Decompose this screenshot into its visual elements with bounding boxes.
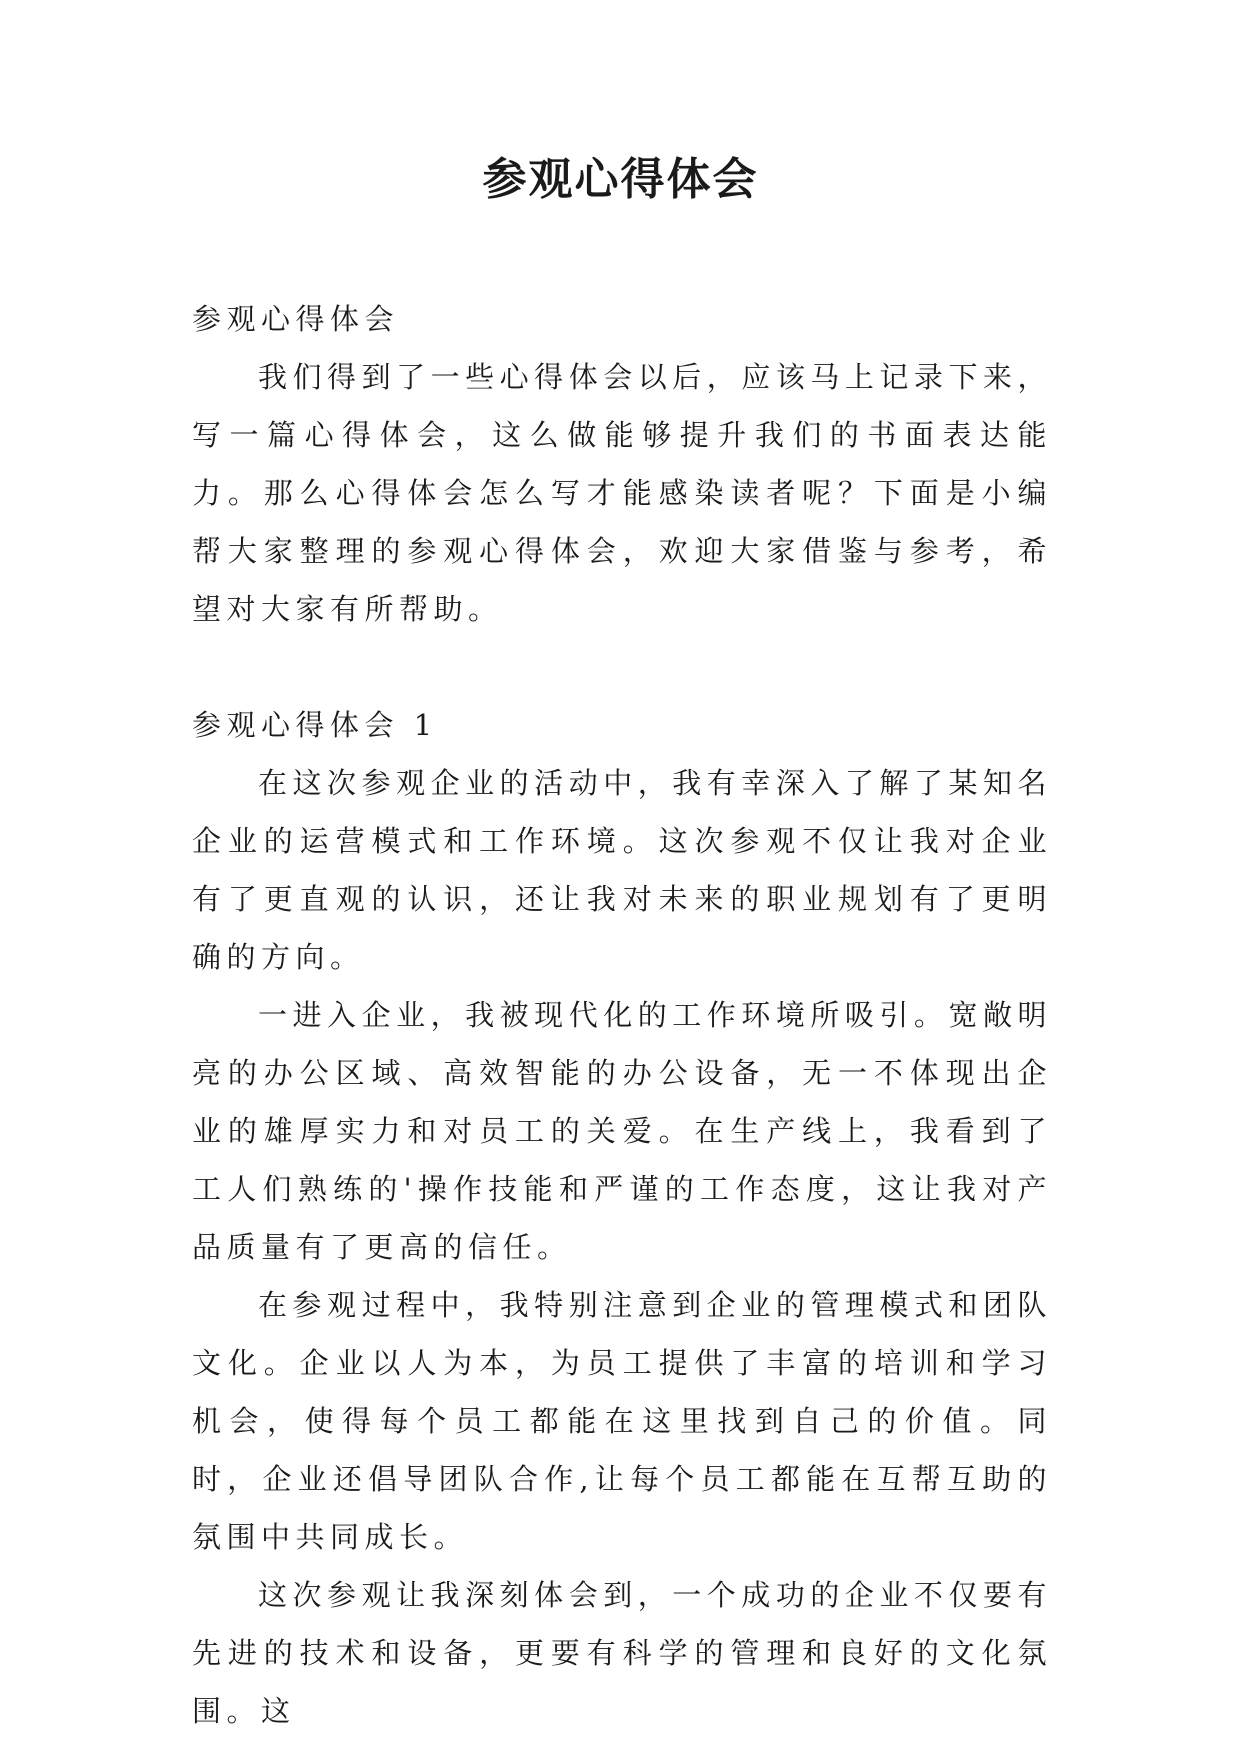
section-heading: 参观心得体会 1 (192, 708, 438, 742)
section-spacer (192, 638, 1052, 696)
section-paragraph: 这次参观让我深刻体会到，一个成功的企业不仅要有先进的技术和设备，更要有科学的管理和良好的文化氛围。这 (192, 1578, 1052, 1728)
section-paragraph: 一进入企业，我被现代化的工作环境所吸引。宽敞明亮的办公区域、高效智能的办公设备，无一不体现出企业的雄厚实力和对员工的关爱。在生产线上，我看到了工人们熟练的'操作技能和严谨的工作态度，这让我对产品质量有了更高的信任。 (192, 998, 1052, 1264)
document-body (192, 290, 1052, 1740)
section-paragraph: 在这次参观企业的活动中，我有幸深入了解了某知名企业的运营模式和工作环境。这次参观不仅让我对企业有了更直观的认识，还让我对未来的职业规划有了更明确的方向。 (192, 766, 1052, 974)
section-paragraph: 在参观过程中，我特别注意到企业的管理模式和团队文化。企业以人为本，为员工提供了丰富的培训和学习机会，使得每个员工都能在这里找到自己的价值。同时，企业还倡导团队合作,让每个员工都能在互帮互助的氛围中共同成长。 (192, 1288, 1052, 1554)
intro-heading: 参观心得体会 (192, 302, 400, 336)
document-title: 参观心得体会 (482, 154, 759, 205)
intro-paragraph: 我们得到了一些心得体会以后，应该马上记录下来，写一篇心得体会，这么做能够提升我们的书面表达能力。那么心得体会怎么写才能感染读者呢？下面是小编帮大家整理的参观心得体会，欢迎大家借鉴与参考，希望对大家有所帮助。 (192, 360, 1052, 626)
